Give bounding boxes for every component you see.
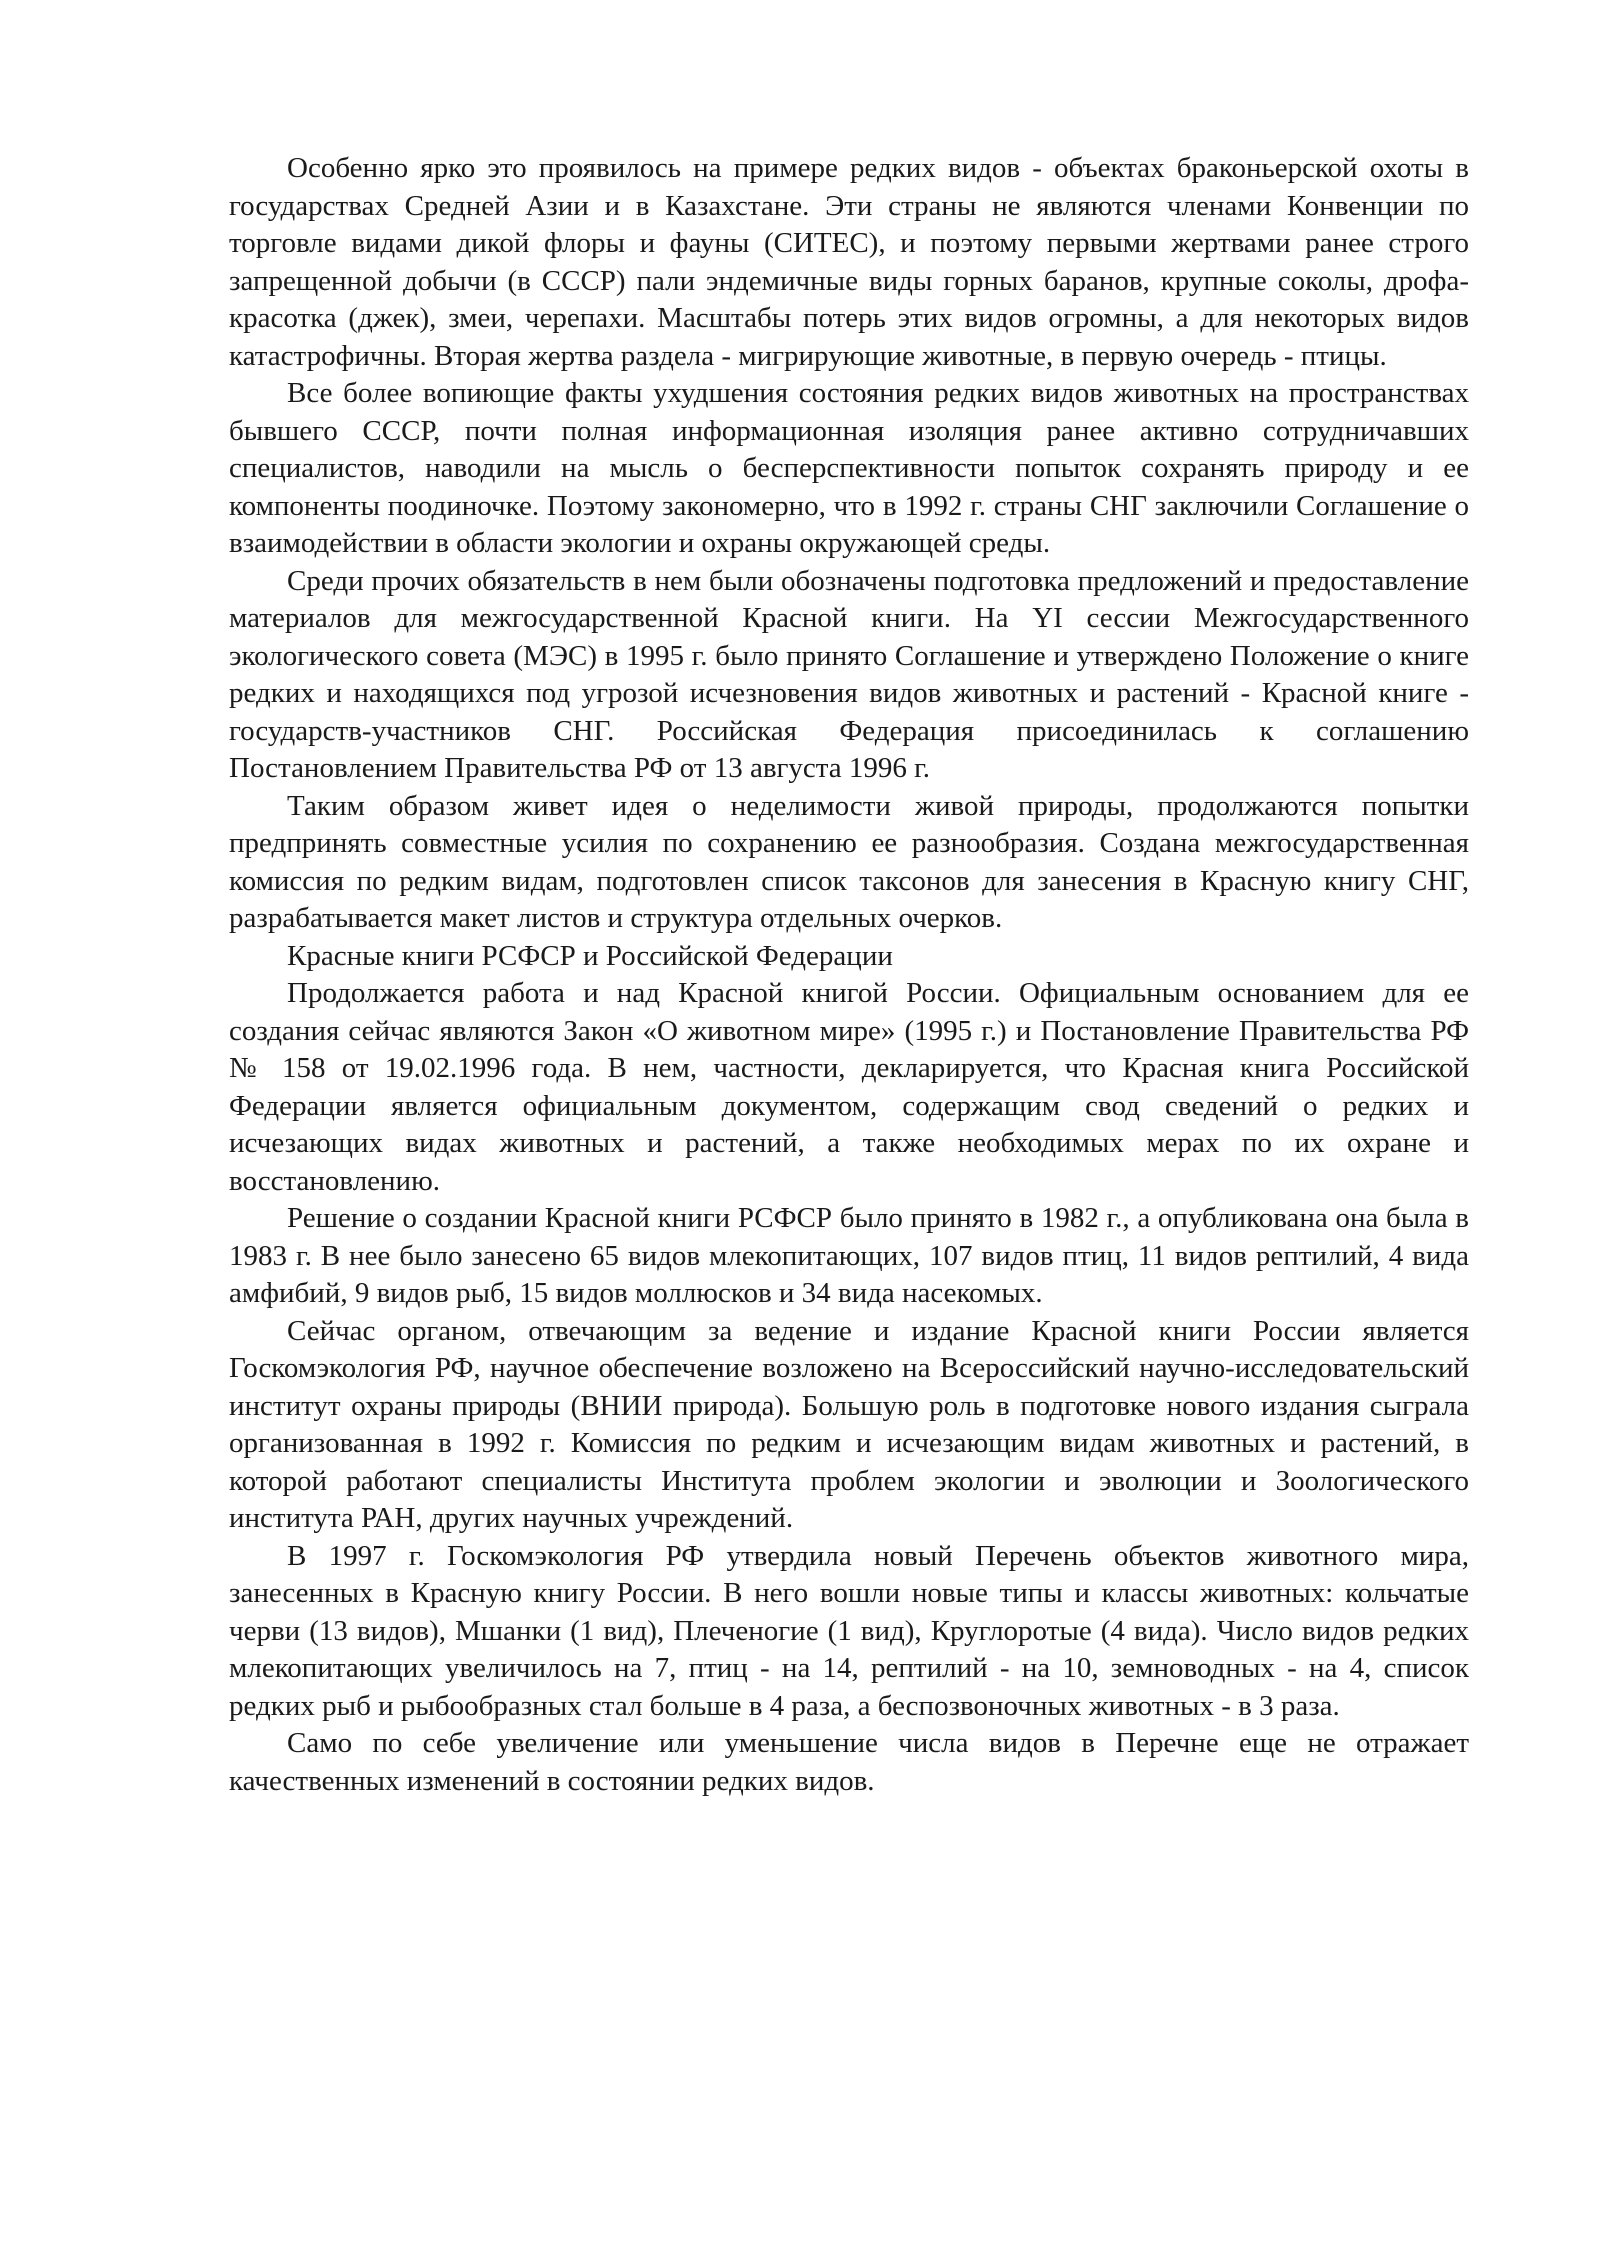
document-page <box>229 150 1469 1800</box>
section-heading-red-books: Красные книги РСФСР и Российской Федерации <box>287 939 893 972</box>
paragraph-conclusion: Само по себе увеличение или уменьшение числа видов в Перечне еще не отражает качественных изменений в состоянии редких видов. <box>229 1727 1469 1797</box>
paragraph-cis-agreement: Все более вопиющие факты ухудшения состояния редких видов животных на пространствах бывшего СССР, почти полная информационная изоляция ранее активно сотрудничавших специалистов, наводили на мысль о бесперспективности попыток сохранять природу и ее компоненты поодиночке. Поэтому закономерно, что в 1992 г. страны СНГ заключили Соглашение о взаимодействии в области экологии и охраны окружающей среды. <box>229 377 1469 559</box>
paragraph-rsfsr-red-book: Решение о создании Красной книги РСФСР было принято в 1982 г., а опубликована она была в 1983 г. В нее было занесено 65 видов млекопитающих, 107 видов птиц, 11 видов рептилий, 4 вида амфибий, 9 видов рыб, 15 видов моллюсков и 34 вида насекомых. <box>229 1202 1469 1309</box>
paragraph-poaching: Особенно ярко это проявилось на примере редких видов - объектах браконьерской охоты в государствах Средней Азии и в Казахстане. Эти страны не являются членами Конвенции по торговле видами дикой флоры и фауны (СИТЕС), и поэтому первыми жертвами ранее строго запрещенной добычи (в СССР) пали эндемичные виды горных баранов, крупные соколы, дрофа-красотка (джек), змеи, черепахи. Масштабы потерь этих видов огромны, а для некоторых видов катастрофичны. Вторая жертва раздела - мигрирующие животные, в первую очередь - птицы. <box>229 152 1469 372</box>
paragraph-responsible-body: Сейчас органом, отвечающим за ведение и издание Красной книги России является Госкомэкология РФ, научное обеспечение возложено на Всероссийский научно-исследовательский институт охраны природы (ВНИИ природа). Большую роль в подготовке нового издания сыграла организованная в 1992 г. Комиссия по редким и исчезающим видам животных и растений, в которой работают специалисты Института проблем экологии и эволюции и Зоологического института РАН, других научных учреждений. <box>229 1314 1469 1534</box>
paragraph-joint-efforts: Таким образом живет идея о неделимости живой природы, продолжаются попытки предпринять совместные усилия по сохранению ее разнообразия. Создана межгосударственная комиссия по редким видам, подготовлен список таксонов для занесения в Красную книгу СНГ, разрабатывается макет листов и структура отдельных очерков. <box>229 789 1469 934</box>
paragraph-new-list-1997: В 1997 г. Госкомэкология РФ утвердила новый Перечень объектов животного мира, занесенных в Красную книгу России. В него вошли новые типы и классы животных: кольчатые черви (13 видов), Мшанки (1 вид), Плеченогие (1 вид), Круглоротые (4 вида). Число видов редких млекопитающих увеличилось на 7, птиц - на 14, рептилий - на 10, земноводных - на 4, список редких рыб и рыбообразных стал больше в 4 раза, а беспозвоночных животных - в 3 раза. <box>229 1539 1469 1722</box>
paragraph-russia-red-book: Продолжается работа и над Красной книгой России. Официальным основанием для ее создания сейчас являются Закон «О животном мире» (1995 г.) и Постановление Правительства РФ № 158 от 19.02.1996 года. В нем, частности, декларируется, что Красная книга Российской Федерации является официальным документом, содержащим свод сведений о редких и исчезающих видах животных и растений, а также необходимых мерах по их охране и восстановлению. <box>229 977 1469 1197</box>
paragraph-interstate-red-book: Среди прочих обязательств в нем были обозначены подготовка предложений и предоставление материалов для межгосударственной Красной книги. На YI сессии Межгосударственного экологического совета (МЭС) в 1995 г. было принято Соглашение и утверждено Положение о книге редких и находящихся под угрозой исчезновения видов животных и растений - Красной книге - государств-участников СНГ. Российская Федерация присоединилась к соглашению Постановлением Правительства РФ от 13 августа 1996 г. <box>229 564 1469 784</box>
